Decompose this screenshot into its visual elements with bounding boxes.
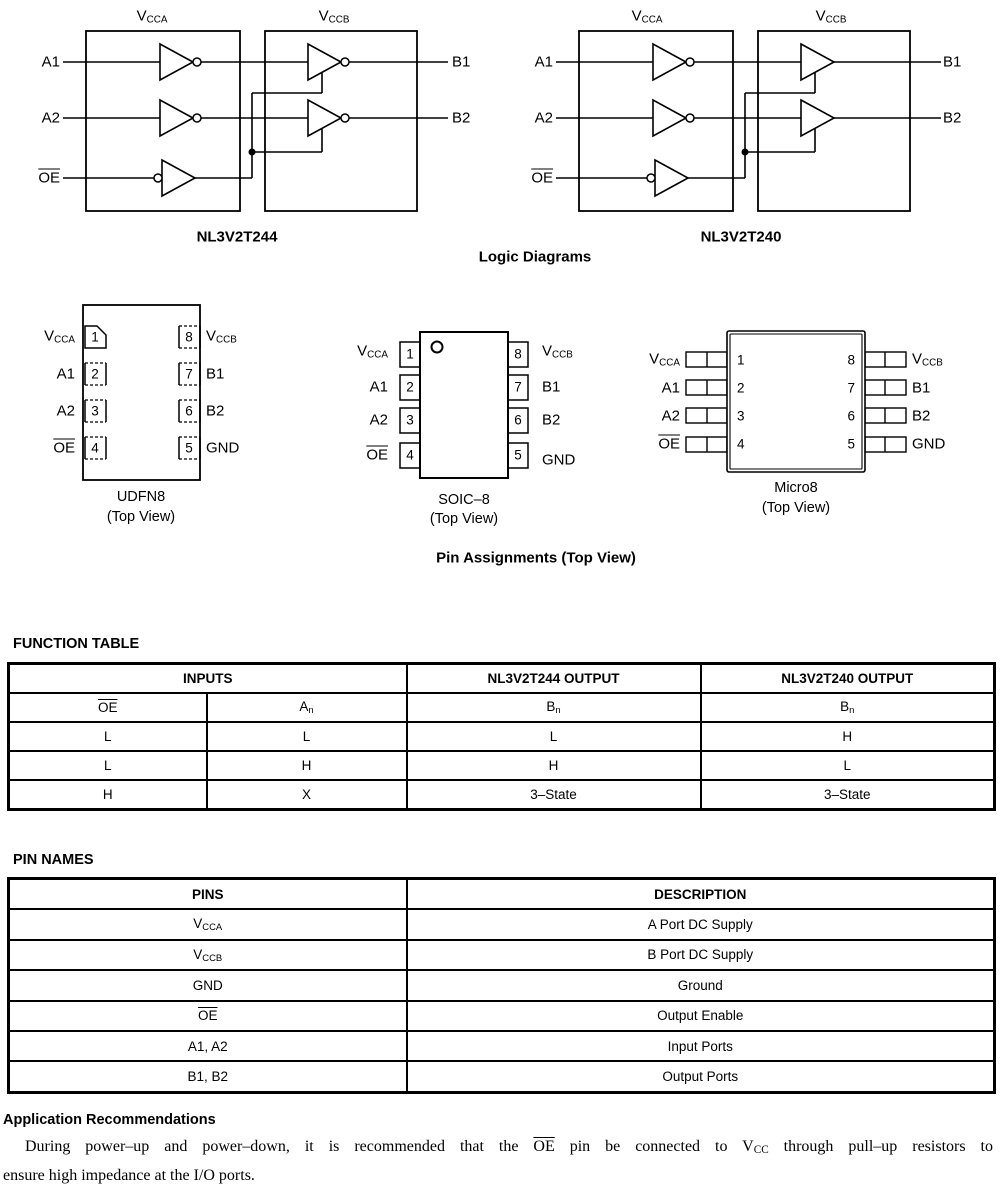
description-cell: Ground xyxy=(407,970,995,1000)
nl3v2t240-logic-diagram xyxy=(556,31,941,211)
udfn8-a1-label: A1 xyxy=(56,365,75,383)
micro8-pin-number: 1 xyxy=(737,352,745,368)
udfn8-pin-number: 6 xyxy=(185,403,193,419)
table-row xyxy=(9,940,995,970)
bubble xyxy=(193,58,201,66)
bubble xyxy=(341,114,349,122)
buffer-triangle-symbols xyxy=(653,44,834,196)
d240-vccb-label: $V_{CCB}$ xyxy=(815,7,847,26)
micro8-b2-label: B2 xyxy=(912,407,931,425)
table-cell: X xyxy=(207,780,407,810)
description-cell: A Port DC Supply xyxy=(407,909,995,939)
paragraph-line: ensure high impedance at the I/O ports. xyxy=(3,1167,255,1185)
micro8-pin-number: 3 xyxy=(737,408,745,424)
nl3v2t244-logic-diagram xyxy=(63,31,448,211)
table-cell: L xyxy=(9,722,207,751)
soic8-pin-number: 3 xyxy=(406,412,414,428)
package-body-outer xyxy=(727,331,865,472)
header-cell: DESCRIPTION xyxy=(407,879,995,910)
soic8-b1-label: B1 xyxy=(542,378,561,396)
soic8-vcca-label: $V_{CCA}$ xyxy=(357,342,388,361)
table-cell: H xyxy=(701,722,995,751)
d240-a2-label: A2 xyxy=(534,109,553,127)
signal-header-cell: $A_n$ xyxy=(207,693,407,722)
soic8-b2-label: B2 xyxy=(542,411,561,429)
header-cell: NL3V2T244 OUTPUT xyxy=(407,664,701,694)
soic8-pin-number: 4 xyxy=(406,447,414,463)
micro8-vcca-label: $V_{CCA}$ xyxy=(649,350,680,369)
d244-b1-label: B1 xyxy=(452,53,471,71)
buffer-triangle-symbols xyxy=(160,44,341,196)
pin-cell: A1, A2 xyxy=(9,1031,407,1061)
table-cell: 3–State xyxy=(701,780,995,810)
micro8-vccb-label: $V_{CCB}$ xyxy=(912,350,943,369)
d240-vcca-label: $V_{CCA}$ xyxy=(631,7,663,26)
logic-diagrams-heading: Logic Diagrams xyxy=(478,248,592,266)
table-row xyxy=(9,722,995,751)
table-cell: H xyxy=(207,751,407,780)
header-cell: PINS xyxy=(9,879,407,910)
d244-a1-label: A1 xyxy=(41,53,60,71)
micro8-pin-number: 2 xyxy=(737,380,745,396)
table-cell: L xyxy=(207,722,407,751)
micro8-package-name: Micro8 xyxy=(774,479,818,496)
description-cell: Output Ports xyxy=(407,1061,995,1092)
bubble xyxy=(686,58,694,66)
udfn8-b2-label: B2 xyxy=(206,402,225,420)
d244-vcca-label: $V_{CCA}$ xyxy=(136,7,168,26)
table-cell: H xyxy=(407,751,701,780)
table-row xyxy=(9,879,995,910)
pin-cell: $V_{CCB}$ xyxy=(9,940,407,970)
d240-oe-label: $\overline{OE}$ xyxy=(531,169,553,187)
micro8-view-label: (Top View) xyxy=(761,499,831,516)
micro8-gnd-label: GND xyxy=(912,435,946,453)
d240-b2-label: B2 xyxy=(943,109,962,127)
soic8-gnd-label: GND xyxy=(542,451,576,469)
table-row xyxy=(9,780,995,810)
udfn8-pin-number: 7 xyxy=(185,366,193,382)
table-cell: 3–State xyxy=(407,780,701,810)
d240-b1-label: B1 xyxy=(943,53,962,71)
udfn8-pin-number: 1 xyxy=(91,329,99,345)
pin-cell: $\overline{OE}$ xyxy=(9,1001,407,1031)
pin-cell: GND xyxy=(9,970,407,1000)
bubble xyxy=(154,174,162,182)
description-cell: Output Enable xyxy=(407,1001,995,1031)
table-row xyxy=(9,970,995,1000)
udfn8-a2-label: A2 xyxy=(56,402,75,420)
micro8-oe-label: $\overline{OE}$ xyxy=(658,435,680,453)
function-table-heading: FUNCTION TABLE xyxy=(13,636,140,652)
table-row xyxy=(9,909,995,939)
soic8-pin-number: 2 xyxy=(406,379,414,395)
wires xyxy=(556,62,941,178)
bubble xyxy=(341,58,349,66)
micro8-b1-label: B1 xyxy=(912,379,931,397)
soic8-oe-label: $\overline{OE}$ xyxy=(366,446,388,464)
pin-cell: $V_{CCA}$ xyxy=(9,909,407,939)
pin-cell: B1, B2 xyxy=(9,1061,407,1092)
d240-title: NL3V2T240 xyxy=(700,228,782,246)
vccb-block-outline xyxy=(758,31,910,211)
table-cell: H xyxy=(9,780,207,810)
d244-a2-label: A2 xyxy=(41,109,60,127)
micro8-package-drawing xyxy=(686,331,906,472)
soic8-pin-number: 7 xyxy=(514,379,522,395)
udfn8-pin-number: 5 xyxy=(185,440,193,456)
description-cell: B Port DC Supply xyxy=(407,940,995,970)
micro8-pin-number: 4 xyxy=(737,436,745,452)
pin-names-heading: PIN NAMES xyxy=(13,852,94,868)
table-row xyxy=(9,1061,995,1092)
table-row xyxy=(9,1001,995,1031)
soic8-package-drawing xyxy=(400,332,528,478)
d240-a1-label: A1 xyxy=(534,53,553,71)
udfn8-vcca-label: $V_{CCA}$ xyxy=(44,327,75,346)
micro8-a2-label: A2 xyxy=(661,407,680,425)
udfn8-view-label: (Top View) xyxy=(106,508,176,525)
table-row xyxy=(9,664,995,694)
table-cell: L xyxy=(701,751,995,780)
udfn8-gnd-label: GND xyxy=(206,439,240,457)
description-cell: Input Ports xyxy=(407,1031,995,1061)
soic8-vccb-label: $V_{CCB}$ xyxy=(542,342,573,361)
d244-oe-label: $\overline{OE}$ xyxy=(38,169,60,187)
bubble xyxy=(193,114,201,122)
udfn8-pin-number: 8 xyxy=(185,329,193,345)
udfn8-pin-number: 2 xyxy=(91,366,99,382)
pin-names-table xyxy=(7,877,996,1094)
d244-vccb-label: $V_{CCB}$ xyxy=(318,7,350,26)
signal-header-cell: $\overline{OE}$ xyxy=(9,693,207,722)
micro8-pin-number: 5 xyxy=(847,436,855,452)
soic8-a2-label: A2 xyxy=(369,411,388,429)
header-cell: NL3V2T240 OUTPUT xyxy=(701,664,995,694)
table-row xyxy=(9,693,995,722)
soic8-package-name: SOIC–8 xyxy=(438,491,490,508)
vccb-block-outline xyxy=(265,31,417,211)
d244-title: NL3V2T244 xyxy=(196,228,278,246)
udfn8-package-drawing xyxy=(83,305,200,480)
pin-assignments-heading: Pin Assignments (Top View) xyxy=(436,549,636,567)
udfn8-pin-number: 4 xyxy=(91,440,99,456)
application-recommendations-heading: Application Recommendations xyxy=(3,1112,216,1128)
udfn8-pin-number: 3 xyxy=(91,403,99,419)
udfn8-b1-label: B1 xyxy=(206,365,225,383)
function-table xyxy=(7,662,996,811)
table-row xyxy=(9,751,995,780)
bubble xyxy=(647,174,655,182)
signal-header-cell: $B_n$ xyxy=(701,693,995,722)
table-row xyxy=(9,1031,995,1061)
application-recommendations-text xyxy=(3,1134,993,1188)
soic8-pin-number: 5 xyxy=(514,447,522,463)
udfn8-vccb-label: $V_{CCB}$ xyxy=(206,327,237,346)
paragraph-line: During power–up and power–down, it is recommended that the $\overline{OE}$ pin be connected to $V_{CC}$ through pull–up resistors to xyxy=(25,1138,993,1157)
micro8-pin-number: 7 xyxy=(847,380,855,396)
micro8-pin-number: 6 xyxy=(847,408,855,424)
junction-dot xyxy=(742,149,749,156)
junction-dot xyxy=(249,149,256,156)
table-cell: L xyxy=(407,722,701,751)
micro8-pin-number: 8 xyxy=(847,352,855,368)
soic8-pin-number: 1 xyxy=(406,346,414,362)
udfn8-oe-label: $\overline{OE}$ xyxy=(53,439,75,457)
soic8-a1-label: A1 xyxy=(369,378,388,396)
wires xyxy=(63,62,448,178)
table-cell: L xyxy=(9,751,207,780)
header-cell: INPUTS xyxy=(9,664,407,694)
soic8-pin-number: 6 xyxy=(514,412,522,428)
udfn8-package-name: UDFN8 xyxy=(116,488,166,505)
soic8-view-label: (Top View) xyxy=(429,510,499,527)
d244-b2-label: B2 xyxy=(452,109,471,127)
signal-header-cell: $B_n$ xyxy=(407,693,701,722)
bubble xyxy=(686,114,694,122)
soic8-pin-number: 8 xyxy=(514,346,522,362)
package-body xyxy=(420,332,508,478)
micro8-a1-label: A1 xyxy=(661,379,680,397)
